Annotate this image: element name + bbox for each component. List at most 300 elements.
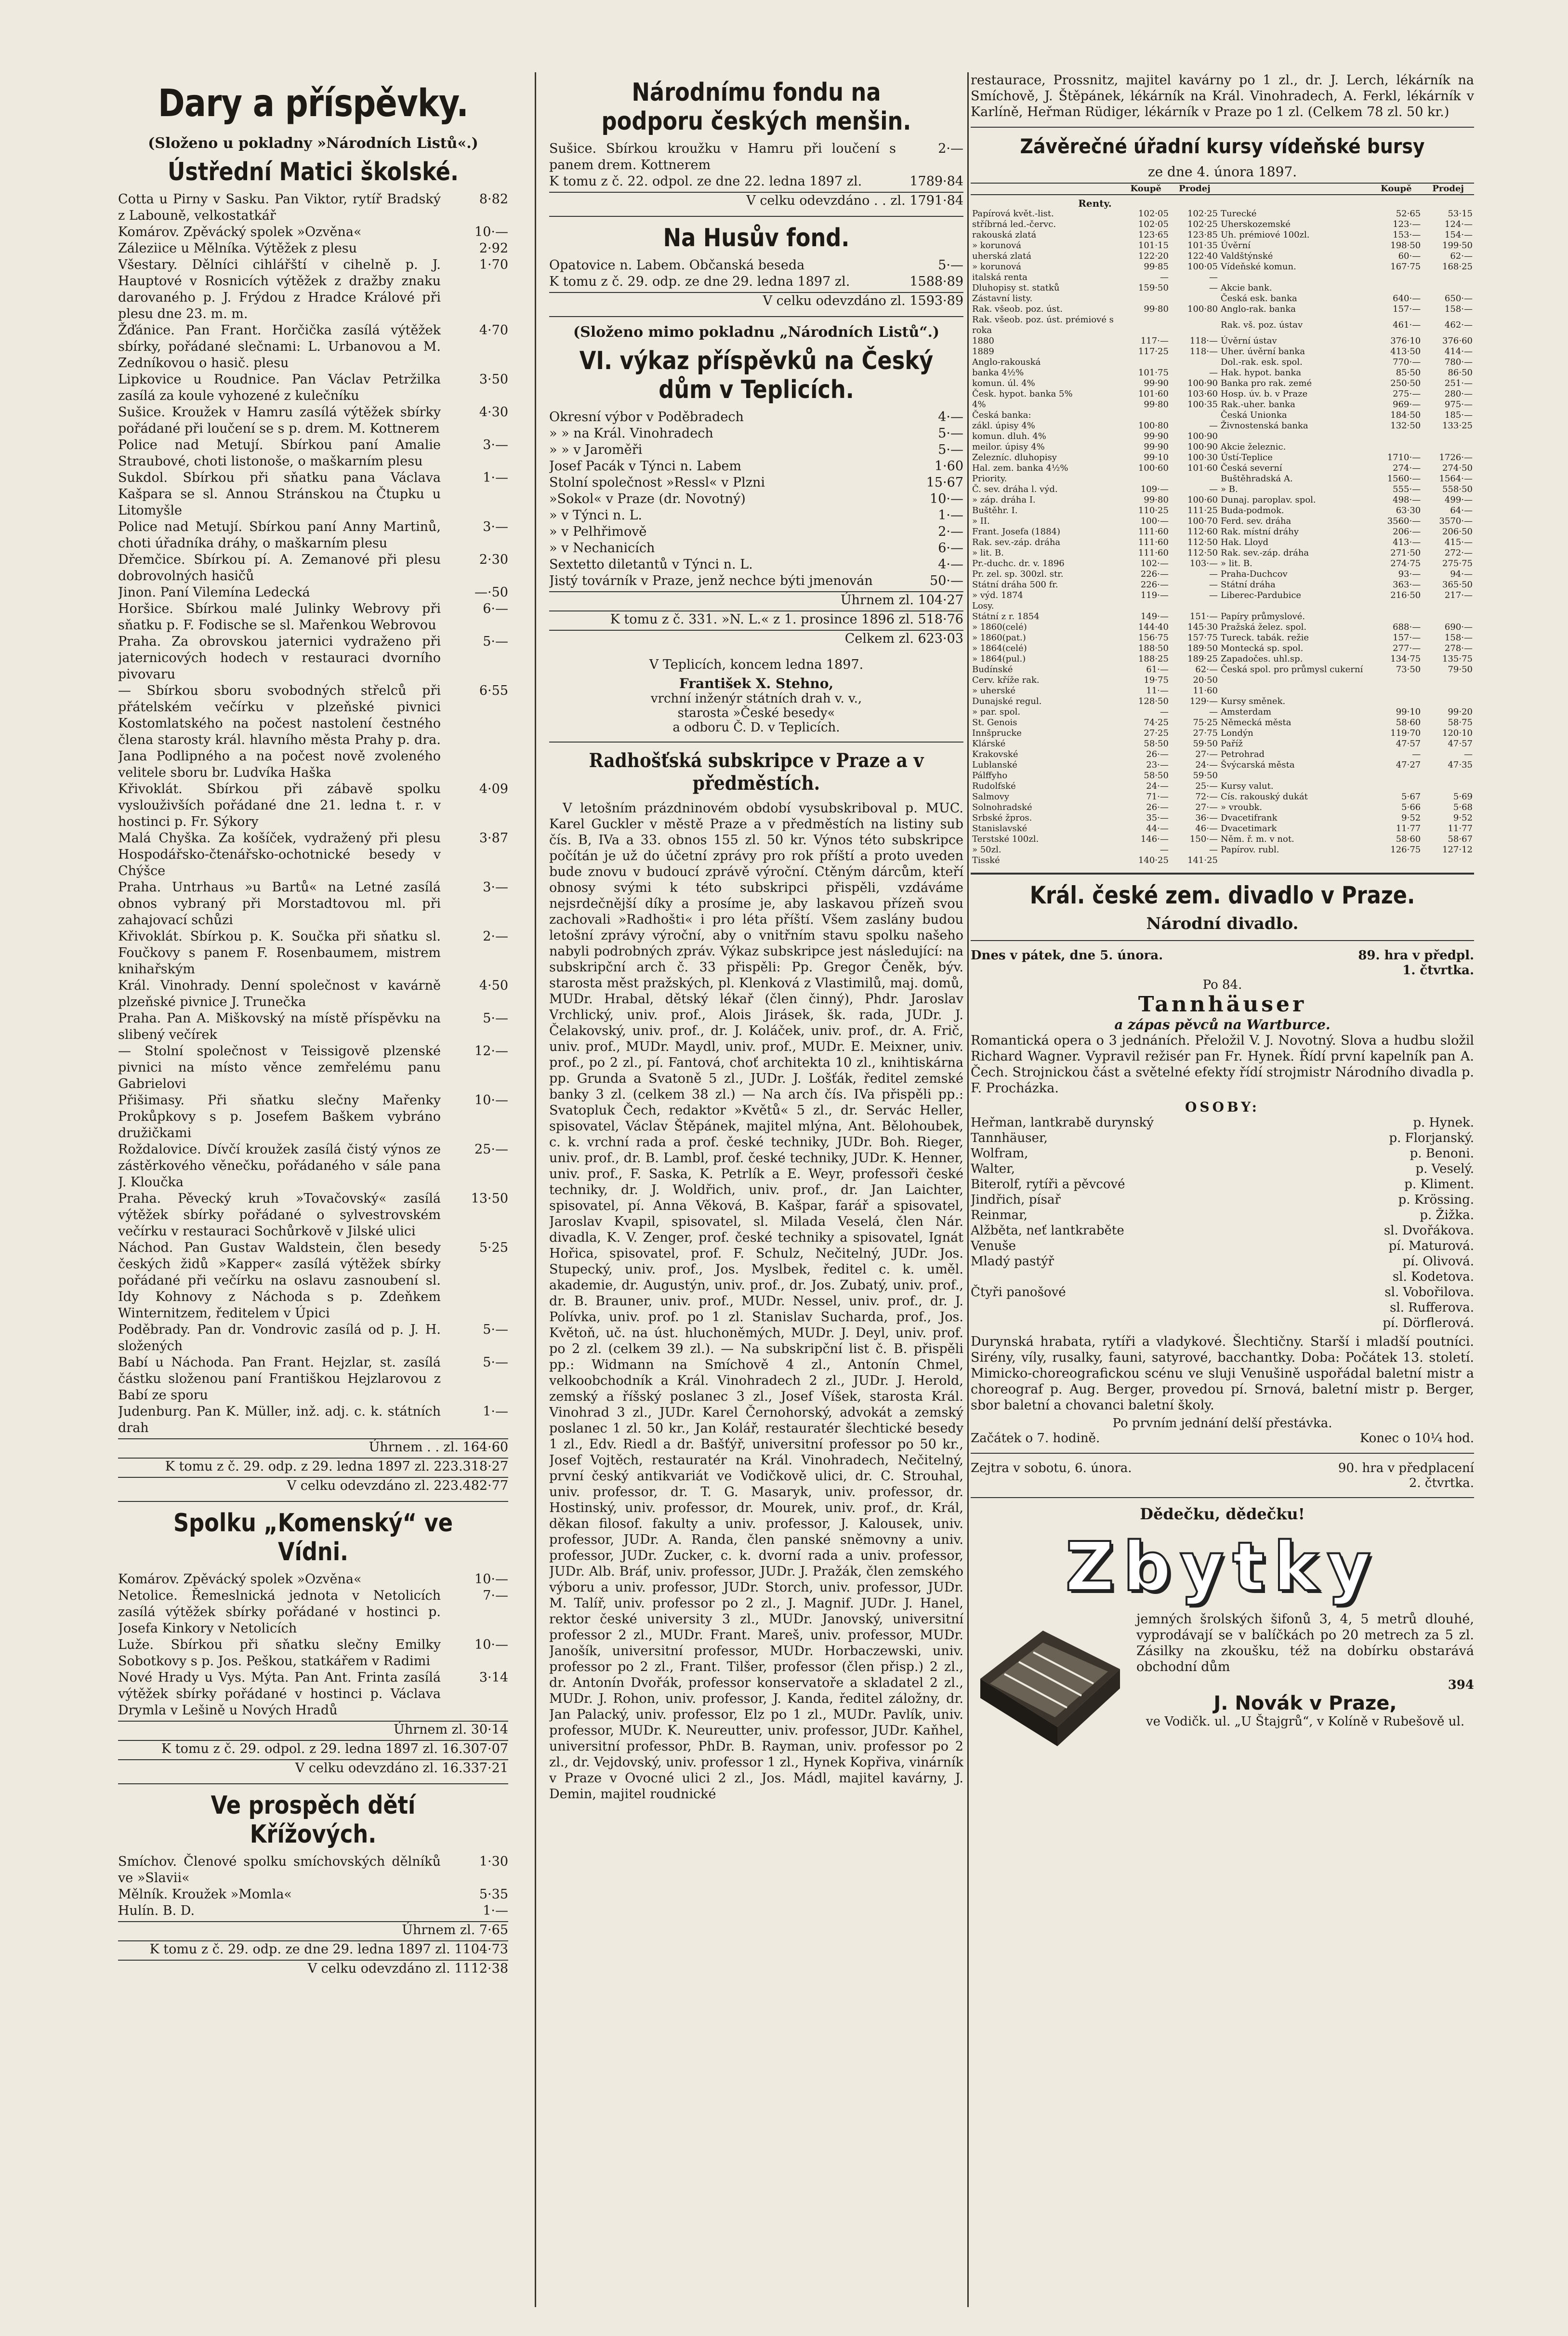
table-row <box>971 845 1474 855</box>
cast-row <box>971 1177 1474 1192</box>
column-funds <box>549 72 963 2307</box>
table-cell: Česká severní <box>1221 463 1282 473</box>
fabric-bundle-icon <box>971 1611 1130 1756</box>
table-cell: — <box>1209 590 1218 600</box>
table-cell: 46·— <box>1195 823 1218 834</box>
table-cell: 149·— <box>1140 611 1169 622</box>
donation-amount: 3·14 <box>479 1670 508 1685</box>
table-cell: — <box>1209 283 1218 293</box>
donation-amount: 6·55 <box>479 683 508 698</box>
table-cell: 117·— <box>1140 336 1169 346</box>
table-cell: meilor. úpisy 4% <box>972 442 1045 452</box>
divider <box>118 1783 508 1784</box>
list-item <box>549 141 963 173</box>
table-cell: rakouská zlatá <box>972 230 1037 240</box>
donor-text: Babí u Náchoda. Pan Frant. Hejzlar, st. zasílá částku složenou paní Františkou Hejzlarovou z Babí ze sporu <box>118 1355 441 1403</box>
donor-text: Komárov. Zpěvácký spolek »Ozvěna« <box>118 1572 362 1587</box>
table-cell: 24·— <box>1195 760 1218 770</box>
list-item <box>549 491 963 507</box>
shop-description: jemných šrolských šifonů 3, 4, 5 metrů dlouhé, vyprodávají se v balíčkách po 20 metrech za 5 zl. Zásilky na zkoušku, též na dobírku obstarává obchodní dům <box>1136 1612 1474 1674</box>
table-cell: Budínské <box>972 664 1013 675</box>
grand-total-line: Celkem zl. 623·03 <box>549 630 963 647</box>
table-row <box>971 611 1474 622</box>
table-row <box>971 781 1474 792</box>
donor-text: Sušice. Kroužek v Hamru zasílá výtěžek sbírky pořádané při loučení se s p. drem. M. Kottnerem <box>118 405 441 436</box>
table-cell: Živnostenská banka <box>1221 421 1308 431</box>
section-heading-radhost: Radhošťská subskripce v Praze a v předměstích. <box>589 749 924 795</box>
table-cell: Česká banka: <box>972 410 1031 420</box>
table-cell: 414·— <box>1444 346 1473 357</box>
table-cell <box>1422 696 1474 707</box>
table-cell: Liberec-Pardubice <box>1221 590 1302 600</box>
donor-text: — Stolní společnost v Teissigově plzenské pivnici na místo věnce zemřelému panu Gabrielovi <box>118 1044 441 1091</box>
table-cell: 275·75 <box>1442 558 1473 569</box>
table-cell: 102·25 <box>1187 209 1218 219</box>
role-name: Reinmar, <box>971 1208 1028 1222</box>
table-cell: 100·05 <box>1187 262 1218 272</box>
table-row <box>971 686 1474 696</box>
list-item <box>549 524 963 540</box>
donation-amount: 1·30 <box>479 1854 508 1869</box>
table-cell: 123·— <box>1393 219 1421 229</box>
table-cell: 274·75 <box>1390 558 1421 569</box>
donor-text: Malá Chyška. Za košíček, vydražený při plesu Hospodářsko-čtenářsko-ochotnické besedy v Chýšce <box>118 831 441 878</box>
table-cell: 280·— <box>1444 389 1473 399</box>
donation-amount: —·50 <box>474 585 508 600</box>
table-cell: Česká spol. pro průmysl cukerní <box>1221 664 1363 675</box>
table-cell: 150·— <box>1189 834 1218 844</box>
table-cell: 100·30 <box>1187 452 1218 463</box>
theatre-subtitle: Národní divadlo. <box>1146 914 1299 933</box>
table-cell: Česká esk. banka <box>1221 293 1297 304</box>
role-name: Wolfram, <box>971 1146 1028 1161</box>
cast-note: Durynská hrabata, rytíři a vladykové. Šlechtičny. Starší i mladší poutníci. Sirény, víly, rusalky, fauni, satyrové, bacchantky. Doba: Počátek 13. století. Mimicko-choreografickou scénu ve sluji Venušině uspořádal baletní mistr a choreograf p. Aug. Berger, provedou pí. Srnová, baletní mistr p. Berger, sbor baletní a chovanci baletní školy. <box>971 1334 1474 1413</box>
table-cell: 101·15 <box>1138 240 1169 251</box>
table-row <box>971 336 1474 346</box>
table-cell: 99·80 <box>1144 399 1169 410</box>
table-cell: Státní z r. 1854 <box>972 611 1040 622</box>
table-cell <box>1422 283 1474 293</box>
table-cell: 100·60 <box>1187 495 1218 505</box>
divider <box>971 940 1474 941</box>
table-cell <box>1422 601 1474 611</box>
table-cell: 158·— <box>1444 633 1473 643</box>
table-cell: 226·— <box>1140 580 1169 590</box>
table-row <box>971 399 1474 410</box>
table-cell: komun. úl. 4% <box>972 378 1035 388</box>
table-cell: 99·20 <box>1448 707 1473 717</box>
subtitle-note: (Složeno mimo pokladnu „Národních Listů“.) <box>573 324 940 341</box>
actor-name: p. Kliment. <box>1404 1177 1474 1192</box>
donation-amount: 6·— <box>938 541 963 556</box>
donation-amount: 5·— <box>483 1355 508 1370</box>
table-cell: Č. sev. dráha l. výd. <box>972 484 1058 494</box>
table-cell: 123·85 <box>1187 230 1218 240</box>
table-cell: 100·— <box>1140 516 1169 526</box>
section-heading-krizovi: Ve prospěch dětí Křížových. <box>211 1791 416 1849</box>
donor-text: Praha. Pan A. Miškovský na místě příspěvku na slibený večírek <box>118 1011 441 1042</box>
divider <box>549 216 963 217</box>
table-cell: 123·65 <box>1138 230 1169 240</box>
table-cell: Buštěhr. I. <box>972 505 1018 516</box>
table-cell: 159·50 <box>1138 283 1169 293</box>
donation-amount: 5·— <box>483 634 508 649</box>
donor-text: Roždalovice. Dívčí kroužek zasílá čistý výnos ze zástěrkového věnečku, pořádaného v sále pana J. Kloučka <box>118 1142 441 1190</box>
table-cell: » výd. 1874 <box>972 590 1023 600</box>
table-cell: 278·— <box>1444 643 1473 653</box>
table-cell: 61·— <box>1146 664 1169 675</box>
donation-amount: 5·— <box>483 1322 508 1337</box>
table-cell: » 50zl. <box>972 845 1001 855</box>
table-cell: Státní dráha <box>1221 580 1276 590</box>
bourse-table <box>971 183 1474 866</box>
list-item <box>118 1637 508 1670</box>
list-item <box>549 173 963 190</box>
donor-text: Sukdol. Sbírkou při sňatku pana Václava Kašpara se sl. Annou Stránskou na Čtupku u Litomyšle <box>118 470 441 518</box>
table-cell: 94·— <box>1450 569 1473 579</box>
table-row <box>971 421 1474 431</box>
donation-amount: 4·09 <box>479 782 508 796</box>
table-cell: 1564·— <box>1439 474 1473 484</box>
table-cell <box>1422 770 1474 781</box>
table-cell: 100·60 <box>1138 463 1169 473</box>
table-cell <box>1170 357 1219 368</box>
table-cell: Klárské <box>972 739 1006 749</box>
performance-line <box>971 948 1474 963</box>
list-item <box>549 540 963 557</box>
donations-title: Dary a příspěvky. <box>158 82 469 125</box>
table-cell: 780·— <box>1444 357 1473 367</box>
table-cell: 19·75 <box>1144 675 1169 685</box>
table-cell: Srbské žpros. <box>972 813 1032 823</box>
table-cell: 112·50 <box>1187 548 1218 558</box>
table-cell: 23·— <box>1146 760 1169 770</box>
donation-list-matice <box>118 191 508 1436</box>
list-item <box>549 507 963 524</box>
table-row <box>971 633 1474 643</box>
donation-amount: 4·30 <box>479 405 508 420</box>
table-cell: — <box>1412 749 1421 759</box>
table-cell: 58·60 <box>1396 834 1421 844</box>
table-cell: 134·75 <box>1390 654 1421 664</box>
table-cell: » záp. dráha I. <box>972 495 1036 505</box>
donation-amount: 13·50 <box>471 1191 508 1206</box>
donor-text: Poděbrady. Pan dr. Vondrovic zasílá od p. J. H. složených <box>118 1322 441 1354</box>
donor-text: Sextetto diletantů v Týnci n. L. <box>549 557 753 572</box>
table-cell: 4% <box>972 399 986 410</box>
performance-number: Po 84. <box>1202 978 1242 992</box>
table-cell: Kursy směnek. <box>1221 696 1286 706</box>
table-cell: — <box>1209 707 1218 717</box>
donation-amount: 3·— <box>483 519 508 534</box>
table-cell: 100·35 <box>1187 399 1218 410</box>
table-cell: 128·50 <box>1138 696 1169 706</box>
table-cell: — <box>1160 272 1169 282</box>
table-cell <box>1219 770 1370 781</box>
table-row <box>971 770 1474 781</box>
list-item <box>118 1670 508 1719</box>
table-row <box>971 643 1474 654</box>
table-row <box>971 717 1474 728</box>
table-cell: 1880 <box>972 336 994 346</box>
table-cell: 103·— <box>1189 558 1218 569</box>
donor-text: K tomu z č. 29. odp. ze dne 29. ledna 1897 zl. <box>549 274 850 289</box>
list-item <box>118 1404 508 1436</box>
table-cell <box>1370 442 1423 452</box>
table-cell: Rak. všeob. poz. úst. prémiové s roka <box>972 315 1114 335</box>
table-cell: 62·— <box>1195 664 1218 675</box>
donation-amount: 12·— <box>474 1044 508 1059</box>
table-row <box>971 346 1474 357</box>
table-cell: 122·40 <box>1187 251 1218 261</box>
table-cell: Stanislavské <box>972 823 1028 834</box>
list-item <box>118 1322 508 1354</box>
article-body: V letošním prázdninovém období vysubskriboval p. MUC. Karel Guckler v městě Praze a v předměstích na listiny sub čís. B, IVa a 33. obnos 155 zl. 50 kr. Výnos této subskripce počítán je už do účetní zprávy pro rok příští a proto uveden bude znovu v budoucí zprávě výroční. Ctěným dárcům, kteří obnosy svými k této subskripci přispěli, vzdáváme nejsrdečnější díky a prosíme je, aby laskavou přízeň svou zachovali »Radhošti« i pro léta příští. Všem zaslány budou letošní zprávy výroční, aby o vnitřním stavu spolku našeho nabyli podrobných zpráv. Výkaz subskripce jest následující: na subskripční arch č. 33 přispěli: Pp. Gregor Čeněk, býv. starosta měst pražských, pl. Klenková z Vlastimilů, maj. domů, MUDr. Hrabal, dětský lékař (člen činný), Phdr. Jaroslav Vrchlický, univ. prof., Alois Jirásek, šk. rada, JUDr. J. Čelakovský, univ. prof., dr. J. Koláček, univ. prof., dr. A. Frič, univ. prof., MUDr. Maydl, univ. prof., MUDr. E. Meixner, univ. prof., po 2 zl., pí. Fantová, choť architekta 10 zl., knihtiskárna pp. Grunda a Svatoně 5 zl., JUDr. J. Lošťák, ředitel zemské banky 3 zl. (celkem 38 zl.) — Na arch čís. IVa přispěli pp.: Svatopluk Čech, redaktor »Květů« 5 zl., dr. Servác Heller, spisovatel, Václav Štěpánek, majitel mlýna, Ant. Bělohoubek, c. k. vrchní rada a prof. české techniky, JUDr. Boh. Rieger, univ. prof., dr. B. Lambl, prof. české techniky, JUDr. K. Henner, univ. prof., F. Saska, K. Petrlík a E. Weyr, professoři české techniky, dr. J. Woldřich, univ. prof., dr. Jan Laichter, spisovatel, pí. Anna Věková, B. Kašpar, farář a spisovatel, Jaroslav Kvapil, spisovatel, sl. Milada Veselá, člen Nár. divadla, K. V. Zenger, prof. české techniky a spisovatel, Ignát Hořica, spisovatel, prof. F. Schulz, Nečitelný, JUDr. Jos. Stupecký, univ. prof., Jos. Myslbek, ředitel c. k. uměl. akademie, dr. Augustýn, univ. prof., dr. Jos. Zubatý, univ. prof., dr. B. Brauner, univ. prof., MUDr. Nessel, univ. prof., dr. J. Polívka, univ. prof. po 1 zl. Stanislav Sucharda, prof., Jos. Květoň, uč. na úst. hluchoněmých, MUDr. J. Deyl, univ. prof. po 2 zl. (celkem 39 zl.). — Na subskripční list č. B. přispěli pp.: Widmann na Smíchově 4 zl., Antonín Chmel, velkoobchodník a Král. Vinohradech 2 zl., JUDr. J. Herold, zemský a říšský poslanec 3 zl., Josef Víšek, starosta Král. Vinohrad 3 zl., JUDr. Karel Černohorský, advokát a zemský poslanec 1 zl. 50 kr., Jan Kolář, restauratér šlechtické besedy 1 zl., Edv. Riedl a dr. Bašťýř, universitní professor po 50 kr., Josef Vojtěch, restauratér na Král. Vinohradech, Nečitelný, první český antikvariát ve Vodičkově ulici, dr. C. Strouhal, univ. professor, dr. T. G. Masaryk, univ. professor, dr. Hostinský, univ. professor, dr. Mourek, univ. prof., dr. Král, děkan filosof. fakulty a univ. professor, J. Kalousek, univ. professor, JUDr. A. Randa, člen panské sněmovny a univ. professor, JUDr. Zucker, c. k. dvorní rada a univ. professor, JUDr. Alb. Bráf, univ. professor, JUDr. J. Pražák, člen zemského výboru a univ. professor, JUDr. Storch, univ. professor, JUDr. M. Talíř, univ. professor po 2 zl., J. Magnif. JUDr. J. Hanel, rektor české university 3 zl., MUDr. Janovský, universitní professor 2 zl., MUDr. Frant. Mareš, univ. professor, MUDr. Janošík, universitní professor, MUDr. Horbaczewski, univ. professor po 2 zl., Frant. Tilšer, professor (člen přisp.) 2 zl., dr. Antonín Dvořák, professor konservatoře a skladatel 2 zl., MUDr. J. Rohon, univ. professor, J. Kanda, ředitel záložny, dr. Jan Palacký, univ. professor, Elz po 1 zl., MUDr. Pavlík, univ. professor, MUDr. K. Neureutter, univ. professor, JUDr. Kaňhel, universitní professor, PhDr. B. Rayman, univ. professor po 2 zl., dr. Vejdovský, univ. professor 1 zl., Hynek Kopřiva, vinárník v Praze v Ovocné ulici 2 zl., Jos. Mádl, majitel kavárny, J. Demin, majitel roudnické <box>549 801 963 1802</box>
table-cell: Londýn <box>1221 728 1253 738</box>
table-cell: Státní dráha 500 fr. <box>972 580 1058 590</box>
table-cell: » lit. B. <box>1221 558 1252 569</box>
donor-text: Stolní společnost »Ressl« v Plzni <box>549 475 765 490</box>
table-cell <box>1422 686 1474 696</box>
table-cell: 27·— <box>1195 749 1218 759</box>
next-date: Zejtra v sobotu, 6. února. <box>971 1461 1132 1475</box>
donation-amount: 1·— <box>483 1903 508 1918</box>
list-item <box>118 404 508 437</box>
table-cell: » 1864(celé) <box>972 643 1027 653</box>
donation-amount: 15·67 <box>926 475 963 490</box>
donation-amount: 1588·89 <box>909 274 963 289</box>
table-cell <box>1370 272 1423 283</box>
table-cell: 112·50 <box>1187 537 1218 547</box>
table-cell: 135·75 <box>1442 654 1473 664</box>
table-cell: banka 4½% <box>972 368 1024 378</box>
table-cell <box>1170 315 1219 336</box>
table-cell: 117·25 <box>1138 346 1169 357</box>
table-cell: 251·— <box>1444 378 1473 388</box>
table-cell: » lit. B. <box>972 548 1004 558</box>
donation-amount: 4·— <box>938 410 963 425</box>
donor-text: Křivoklát. Sbírkou při zábavě spolku vyslouživších pořádané dne 21. ledna t. r. v hostinci p. Fr. Sýkory <box>118 782 441 829</box>
list-item <box>118 830 508 879</box>
table-cell: 198·50 <box>1390 240 1421 251</box>
table-cell: 47·57 <box>1448 739 1473 749</box>
table-row <box>971 580 1474 590</box>
donor-text: » v Týnci n. L. <box>549 508 642 523</box>
sum-line: Úhrnem zl. 7·65 <box>118 1921 508 1938</box>
table-cell <box>1370 611 1423 622</box>
table-cell: 99·10 <box>1396 707 1421 717</box>
table-cell: Hal. zem. banka 4½% <box>972 463 1068 473</box>
next-performance <box>971 1460 1474 1476</box>
table-cell: 111·60 <box>1138 548 1169 558</box>
donation-amount: 6·— <box>483 601 508 616</box>
cast-row <box>971 1146 1474 1161</box>
table-cell: 184·50 <box>1390 410 1421 420</box>
table-cell: 99·90 <box>1144 442 1169 452</box>
table-cell: Solnohradské <box>972 802 1032 812</box>
table-cell: 9·52 <box>1401 813 1421 823</box>
table-cell: 99·10 <box>1144 452 1169 463</box>
end-time: Konec o 10¼ hod. <box>1359 1431 1474 1446</box>
table-cell: Česk. hypot. banka 5% <box>972 389 1073 399</box>
table-cell: 122·20 <box>1138 251 1169 261</box>
table-row <box>971 378 1474 389</box>
table-cell: Hak. Lloyd <box>1221 537 1269 547</box>
table-row <box>971 749 1474 760</box>
table-cell <box>1219 431 1370 442</box>
donor-text: Cotta u Pirny v Sasku. Pan Viktor, rytíř Bradský z Labouně, velkostatkář <box>118 192 441 223</box>
column-rule <box>535 72 536 2307</box>
actor-name: pí. Olivová. <box>1402 1254 1474 1269</box>
table-cell: 146·— <box>1140 834 1169 844</box>
table-cell: 102·— <box>1140 558 1169 569</box>
list-item <box>118 257 508 322</box>
donor-text: Opatovice n. Labem. Občanská beseda <box>549 258 805 273</box>
donation-amount: 3·87 <box>479 831 508 846</box>
table-row <box>971 855 1474 866</box>
table-row <box>971 240 1474 251</box>
table-cell: 129·— <box>1189 696 1218 706</box>
shop-ad <box>971 1611 1474 1756</box>
table-cell: » 1860(pat.) <box>972 633 1026 643</box>
list-item <box>118 240 508 257</box>
table-cell <box>1422 442 1474 452</box>
ad-number: 394 <box>1448 1678 1474 1692</box>
list-item <box>118 634 508 683</box>
table-cell: Amsterdam <box>1221 707 1272 717</box>
table-cell: Dvacetifrank <box>1221 813 1278 823</box>
table-cell: 189·25 <box>1187 654 1218 664</box>
list-item <box>118 1588 508 1637</box>
signer-title: vrchní inženýr státních drah v. v., <box>650 691 862 706</box>
table-cell: Buda-podmok. <box>1221 505 1284 516</box>
table-cell: 100·70 <box>1187 516 1218 526</box>
table-cell: Montecká sp. spol. <box>1221 643 1304 653</box>
list-item <box>118 1571 508 1588</box>
table-cell: 25·— <box>1195 781 1218 791</box>
table-cell <box>1122 357 1170 368</box>
donor-text: Josef Pacák v Týnci n. Labem <box>549 459 741 474</box>
table-cell: 153·— <box>1393 230 1421 240</box>
table-cell <box>1219 855 1370 866</box>
list-item <box>118 437 508 470</box>
cast-list <box>971 1115 1474 1331</box>
table-cell: komun. dluh. 4% <box>972 431 1046 441</box>
table-row <box>971 834 1474 845</box>
donor-text: Praha. Za obrovskou jaternici vydraženo při jaternicových hodech v restauraci dvorního pivovaru <box>118 634 441 682</box>
table-cell: 124·— <box>1444 219 1473 229</box>
table-cell: » 1864(pul.) <box>972 654 1026 664</box>
donor-text: » v Nechanicích <box>549 541 655 556</box>
table-cell: 275·— <box>1393 389 1421 399</box>
table-cell: 58·50 <box>1144 739 1169 749</box>
table-cell: 140·25 <box>1138 855 1169 865</box>
table-cell: Rak. vš. poz. ústav <box>1221 320 1303 330</box>
table-cell: Dunajské regul. <box>972 696 1042 706</box>
table-cell: — <box>1209 484 1218 494</box>
table-row <box>971 431 1474 442</box>
table-cell: Rak. sev.-záp. dráha <box>1221 548 1309 558</box>
table-cell: 47·57 <box>1396 739 1421 749</box>
donation-amount: 5·— <box>483 1011 508 1026</box>
table-cell: 103·60 <box>1187 389 1218 399</box>
list-item <box>549 257 963 274</box>
list-item <box>118 929 508 978</box>
table-cell: Hak. hypot. banka <box>1221 368 1302 378</box>
divider <box>549 316 963 317</box>
actor-name: p. Veselý. <box>1415 1162 1474 1176</box>
actor-name: sl. Kodetova. <box>1392 1270 1474 1284</box>
list-item <box>118 978 508 1010</box>
table-cell: 188·25 <box>1138 654 1169 664</box>
list-item <box>549 442 963 458</box>
carryover-line: K tomu z č. 331. »N. L.« z 1. prosince 1896 zl. 518·76 <box>549 611 963 628</box>
list-item <box>118 683 508 781</box>
table-cell <box>1370 781 1423 792</box>
cast-heading: OSOBY: <box>1185 1099 1260 1115</box>
table-cell: » korunová <box>972 240 1022 251</box>
table-cell: 690·— <box>1444 622 1473 632</box>
table-cell: 64·— <box>1450 505 1473 516</box>
table-cell: 640·— <box>1393 293 1421 304</box>
table-cell: 1726·— <box>1439 452 1473 463</box>
donation-amount: 2·92 <box>479 241 508 256</box>
table-cell: 59·50 <box>1193 770 1218 781</box>
donor-text: — Sbírkou sboru svobodných střelců při přátelském večírku v plzeňské pivnici Kostomlatského na počest nastolení čestného člena starosty král. hlavního města Prahy p. dra. Jana Podlipného a na počest nově zvoleného velitele sboru br. Ludvíka Haška <box>118 683 441 780</box>
table-cell: Rak.-uher. banka <box>1221 399 1295 410</box>
table-cell <box>1219 272 1370 283</box>
donation-list-krizovi <box>118 1854 508 1919</box>
table-row <box>971 357 1474 368</box>
table-row <box>971 315 1474 336</box>
table-cell: stříbrná led.-červc. <box>972 219 1056 229</box>
donation-amount: 2·30 <box>479 552 508 567</box>
ad-slogan: Dědečku, dědečku! <box>1140 1505 1305 1523</box>
table-cell: 167·75 <box>1390 262 1421 272</box>
table-cell <box>1370 770 1423 781</box>
table-cell: 688·— <box>1393 622 1421 632</box>
ad-headline-zbytky: Zbytky <box>1065 1528 1380 1606</box>
table-cell: 206·50 <box>1442 527 1473 537</box>
table-cell: italská renta <box>972 272 1028 282</box>
table-cell: Krakovské <box>972 749 1018 759</box>
opera-subtitle: a zápas pěvců na Wartburce. <box>1114 1017 1331 1033</box>
table-row <box>971 558 1474 569</box>
table-cell: — <box>1160 845 1169 855</box>
donor-text: Okresní výbor v Poděbradech <box>549 410 744 425</box>
actor-name: p. Florjanský. <box>1389 1131 1474 1145</box>
divider <box>549 742 963 743</box>
shop-address: ve Vodičk. ul. „U Štajgrů“, v Kolíně v Rubešově ul. <box>1146 1714 1465 1729</box>
donor-text: Záleziice u Mělníka. Výtěžek z plesu <box>118 241 357 256</box>
donor-text: Police nad Metují. Sbírkou paní Amalie Straubové, choti listonoše, o maškarním plesu <box>118 438 441 469</box>
table-row <box>971 802 1474 813</box>
table-cell: 206·— <box>1393 527 1421 537</box>
table-row <box>971 601 1474 611</box>
table-cell: 3570·— <box>1439 516 1473 526</box>
donor-text: » » v Jaroměři <box>549 442 643 457</box>
table-cell: 110·25 <box>1138 505 1169 516</box>
grand-total-line: V celku odevzdáno zl. 1593·89 <box>549 292 963 309</box>
donor-text: K tomu z č. 22. odpol. ze dne 22. ledna 1897 zl. <box>549 174 862 189</box>
table-row <box>971 463 1474 474</box>
table-cell: Pr.-duchc. dr. v. 1896 <box>972 558 1065 569</box>
table-cell: 650·— <box>1444 293 1473 304</box>
table-cell: Buštěhradská A. <box>1221 474 1293 484</box>
table-cell: Uherskozemské <box>1221 219 1291 229</box>
table-cell: 99·90 <box>1144 431 1169 441</box>
table-cell: 58·60 <box>1396 717 1421 728</box>
